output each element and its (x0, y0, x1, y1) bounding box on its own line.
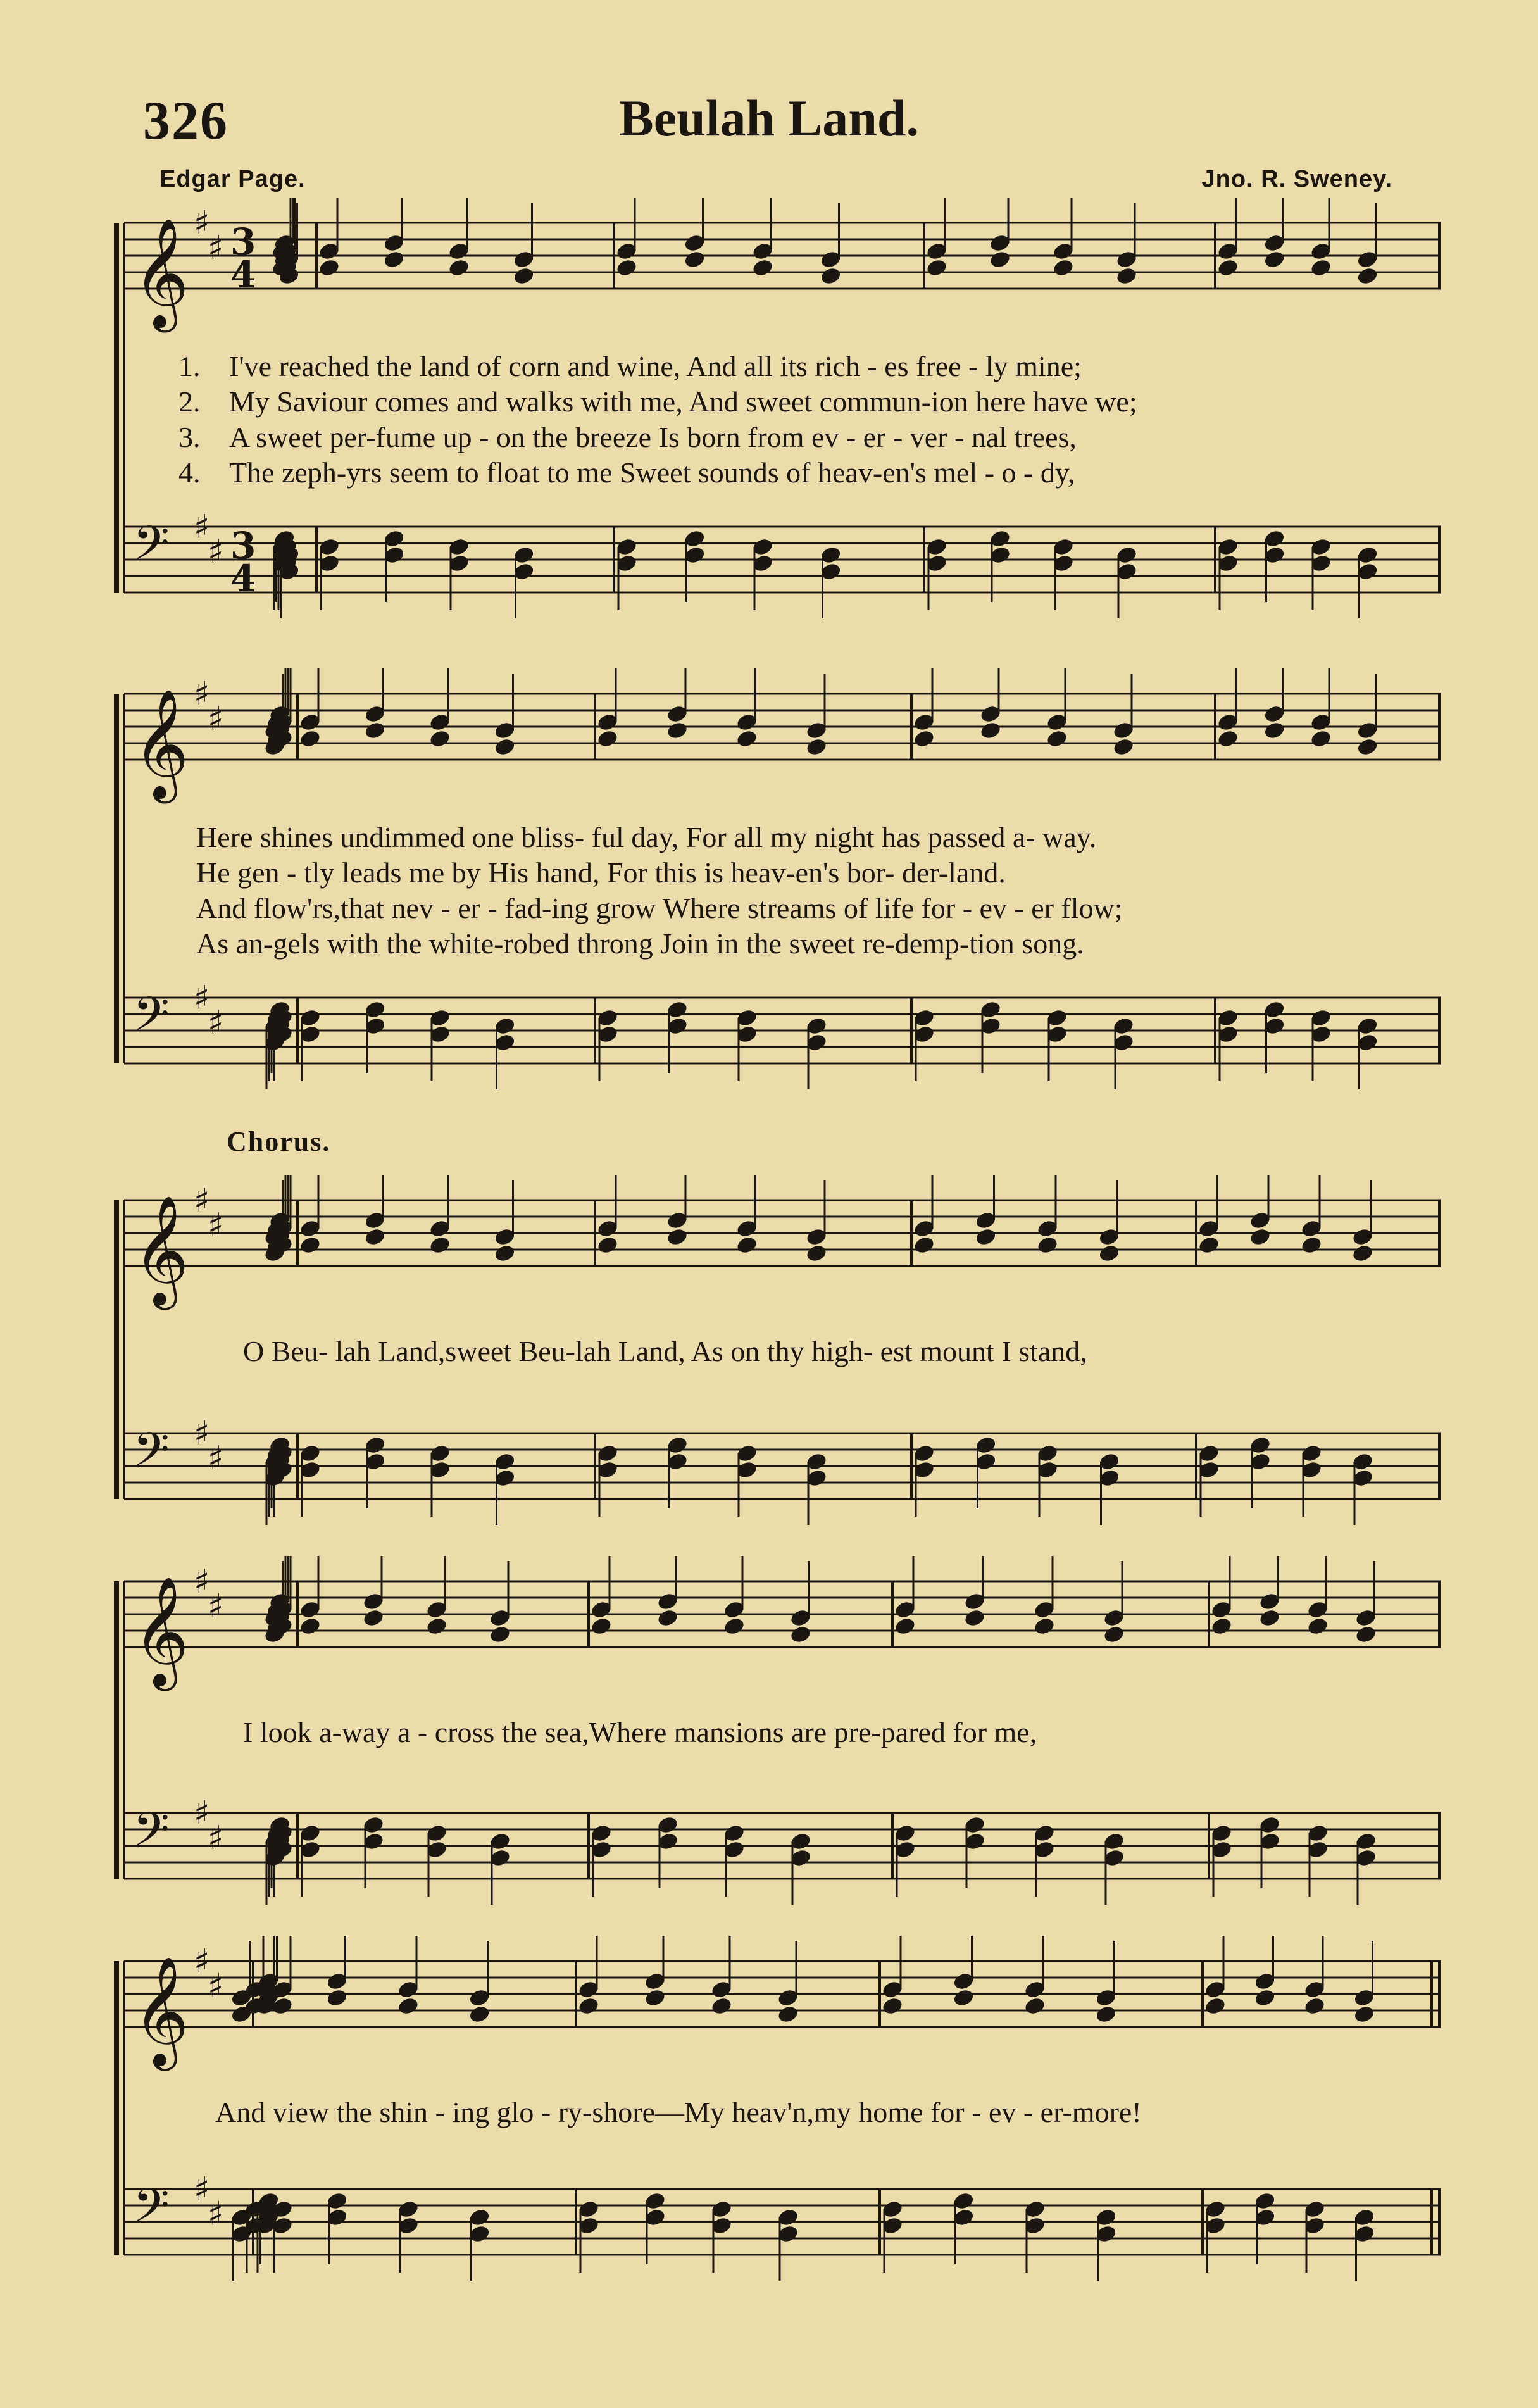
note-head (615, 258, 638, 278)
lyric-text: My Saviour comes and walks with me, And sweet commun-ion here have we; (229, 386, 1137, 418)
note-head (1253, 1988, 1276, 2008)
note-head (382, 249, 405, 270)
verse-1-line-1 (178, 349, 1082, 383)
note-head (489, 1624, 511, 1645)
note-head (1356, 266, 1379, 286)
note-head (299, 729, 322, 749)
chorus-line-3: And view the shin - ing glo - ry-shore—My heav'n,my home for - ev - er-more! (215, 2096, 1142, 2128)
note-head (735, 1235, 758, 1255)
note-head (1249, 1227, 1272, 1247)
note-head (363, 1227, 386, 1247)
note-head (1356, 737, 1379, 757)
note-head (596, 1235, 619, 1255)
note-head (1216, 258, 1239, 278)
note-head (656, 1608, 679, 1628)
chorus-line-1: O Beu- lah Land,sweet Beu-lah Land, As on thy high- est mount I stand, (243, 1335, 1087, 1367)
sharp-icon: ♯ (208, 229, 224, 267)
verse-number: 3. (178, 421, 201, 453)
verse-3-line-2: And flow'rs,that nev - er - fad-ing grow Where streams of life for - ev - er flow; (196, 892, 1123, 924)
sharp-icon: ♯ (194, 675, 210, 713)
note-head (493, 737, 516, 757)
note-head (666, 720, 689, 741)
chorus-label: Chorus. (227, 1126, 331, 1157)
note-head (447, 258, 470, 278)
bass-clef-icon: 𝄢 (133, 987, 170, 1053)
note-head (1033, 1616, 1056, 1636)
note-head (805, 737, 828, 757)
note-head (590, 1616, 613, 1636)
note-head (789, 1624, 812, 1645)
sharp-icon: ♯ (208, 2195, 224, 2233)
note-head (1197, 1235, 1220, 1255)
note-head (1216, 729, 1239, 749)
note-head (1046, 729, 1068, 749)
sharp-icon: ♯ (208, 1588, 224, 1626)
note-head (428, 729, 451, 749)
sharp-icon: ♯ (208, 1207, 224, 1245)
note-head (1103, 1624, 1125, 1645)
verse-3-line-1 (178, 420, 1077, 454)
lyric-text: The zeph-yrs seem to float to me Sweet sounds of heav-en's mel - o - dy, (229, 456, 1075, 489)
treble-clef-icon: 𝄞 (133, 1956, 189, 2066)
note-head (1354, 1624, 1377, 1645)
note-head (894, 1616, 916, 1636)
note-head (318, 258, 341, 278)
verse-number: 1. (178, 350, 201, 382)
note-head (925, 258, 948, 278)
note-head (468, 2004, 491, 2024)
treble-clef-icon: 𝄞 (133, 1195, 189, 1305)
sharp-icon: ♯ (194, 1563, 210, 1601)
verse-2-line-1 (178, 385, 1137, 418)
note-head (913, 729, 935, 749)
sharp-icon: ♯ (194, 1943, 210, 1981)
bass-clef-icon: 𝄢 (133, 1422, 170, 1489)
time-signature: 4 (230, 557, 256, 600)
note-head (425, 1616, 448, 1636)
time-signature: 4 (230, 253, 256, 296)
lyric-text: A sweet per-fume up - on the breeze Is born from ev - er - ver - nal trees, (229, 421, 1077, 453)
note-head (363, 720, 386, 741)
sharp-icon: ♯ (208, 1967, 224, 2005)
note-head (299, 1235, 322, 1255)
note-head (512, 266, 535, 286)
note-head (1300, 1235, 1323, 1255)
bass-clef-icon: 𝄢 (133, 516, 170, 582)
note-head (1094, 2004, 1117, 2024)
note-head (644, 1988, 666, 2008)
verse-number: 4. (178, 456, 201, 489)
treble-clef-icon: 𝄞 (133, 218, 189, 328)
sharp-icon: ♯ (194, 1415, 210, 1453)
sharp-icon: ♯ (208, 700, 224, 738)
sharp-icon: ♯ (208, 533, 224, 571)
sharp-icon: ♯ (194, 979, 210, 1017)
note-head (979, 720, 1002, 741)
note-head (1263, 720, 1285, 741)
time-signature: 3 (230, 524, 256, 567)
note-head (913, 1235, 935, 1255)
note-head (1306, 1616, 1329, 1636)
note-head (777, 2004, 799, 2024)
page-header (0, 82, 1538, 152)
note-head (819, 266, 842, 286)
sharp-icon: ♯ (194, 1795, 210, 1833)
verse-number: 2. (178, 386, 201, 418)
verse-4-line-1 (178, 456, 1075, 489)
sharp-icon: ♯ (194, 508, 210, 546)
verse-2-line-2: He gen - tly leads me by His hand, For this is heav-en's bor- der-land. (196, 856, 1006, 889)
treble-clef-icon: 𝄞 (133, 689, 189, 799)
treble-clef-icon: 𝄞 (133, 1576, 189, 1686)
note-head (1097, 1243, 1120, 1264)
verse-4-line-2: As an-gels with the white-robed throng Join in the sweet re-demp-tion song. (196, 927, 1084, 960)
note-head (1263, 249, 1285, 270)
sharp-icon: ♯ (194, 2171, 210, 2209)
note-head (1023, 1996, 1046, 2016)
note-head (710, 1996, 733, 2016)
note-head (428, 1235, 451, 1255)
note-head (325, 1988, 348, 2008)
lyric-text: I've reached the land of corn and wine, And all its rich - es free - ly mine; (229, 350, 1082, 382)
note-head (1351, 1243, 1374, 1264)
note-head (493, 1243, 516, 1264)
note-head (1310, 729, 1332, 749)
bass-clef-icon: 𝄢 (133, 2178, 170, 2245)
note-head (577, 1996, 600, 2016)
sharp-icon: ♯ (208, 1819, 224, 1857)
note-head (299, 1616, 322, 1636)
note-head (989, 249, 1011, 270)
note-head (1210, 1616, 1233, 1636)
note-head (974, 1227, 997, 1247)
time-signature: 3 (230, 220, 256, 263)
sharp-icon: ♯ (208, 1004, 224, 1042)
note-head (963, 1608, 986, 1628)
note-head (881, 1996, 904, 2016)
lyricist-credit: Edgar Page. (159, 166, 306, 192)
note-head (596, 729, 619, 749)
note-head (1036, 1235, 1059, 1255)
note-head (1310, 258, 1332, 278)
chorus-line-2: I look a-way a - cross the sea,Where mansions are pre-pared for me, (243, 1716, 1037, 1748)
hymn-number: 326 (143, 90, 228, 151)
note-head (751, 258, 774, 278)
note-head (1204, 1996, 1227, 2016)
sharp-icon: ♯ (194, 1182, 210, 1220)
note-head (397, 1996, 420, 2016)
note-head (952, 1988, 975, 2008)
note-head (735, 729, 758, 749)
bass-clef-icon: 𝄢 (133, 1802, 170, 1869)
sharp-icon: ♯ (194, 204, 210, 242)
note-head (683, 249, 706, 270)
note-head (1112, 737, 1135, 757)
note-head (723, 1616, 746, 1636)
sharp-icon: ♯ (208, 1439, 224, 1477)
note-head (666, 1227, 689, 1247)
note-head (1303, 1996, 1326, 2016)
verse-1-line-2: Here shines undimmed one bliss- ful day, For all my night has passed a- way. (196, 821, 1097, 853)
note-head (1353, 2004, 1375, 2024)
note-head (362, 1608, 385, 1628)
note-head (1258, 1608, 1281, 1628)
composer-credit: Jno. R. Sweney. (1201, 166, 1392, 192)
note-head (1115, 266, 1138, 286)
note-head (1052, 258, 1075, 278)
note-head (805, 1243, 828, 1264)
hymn-title: Beulah Land. (619, 89, 919, 147)
